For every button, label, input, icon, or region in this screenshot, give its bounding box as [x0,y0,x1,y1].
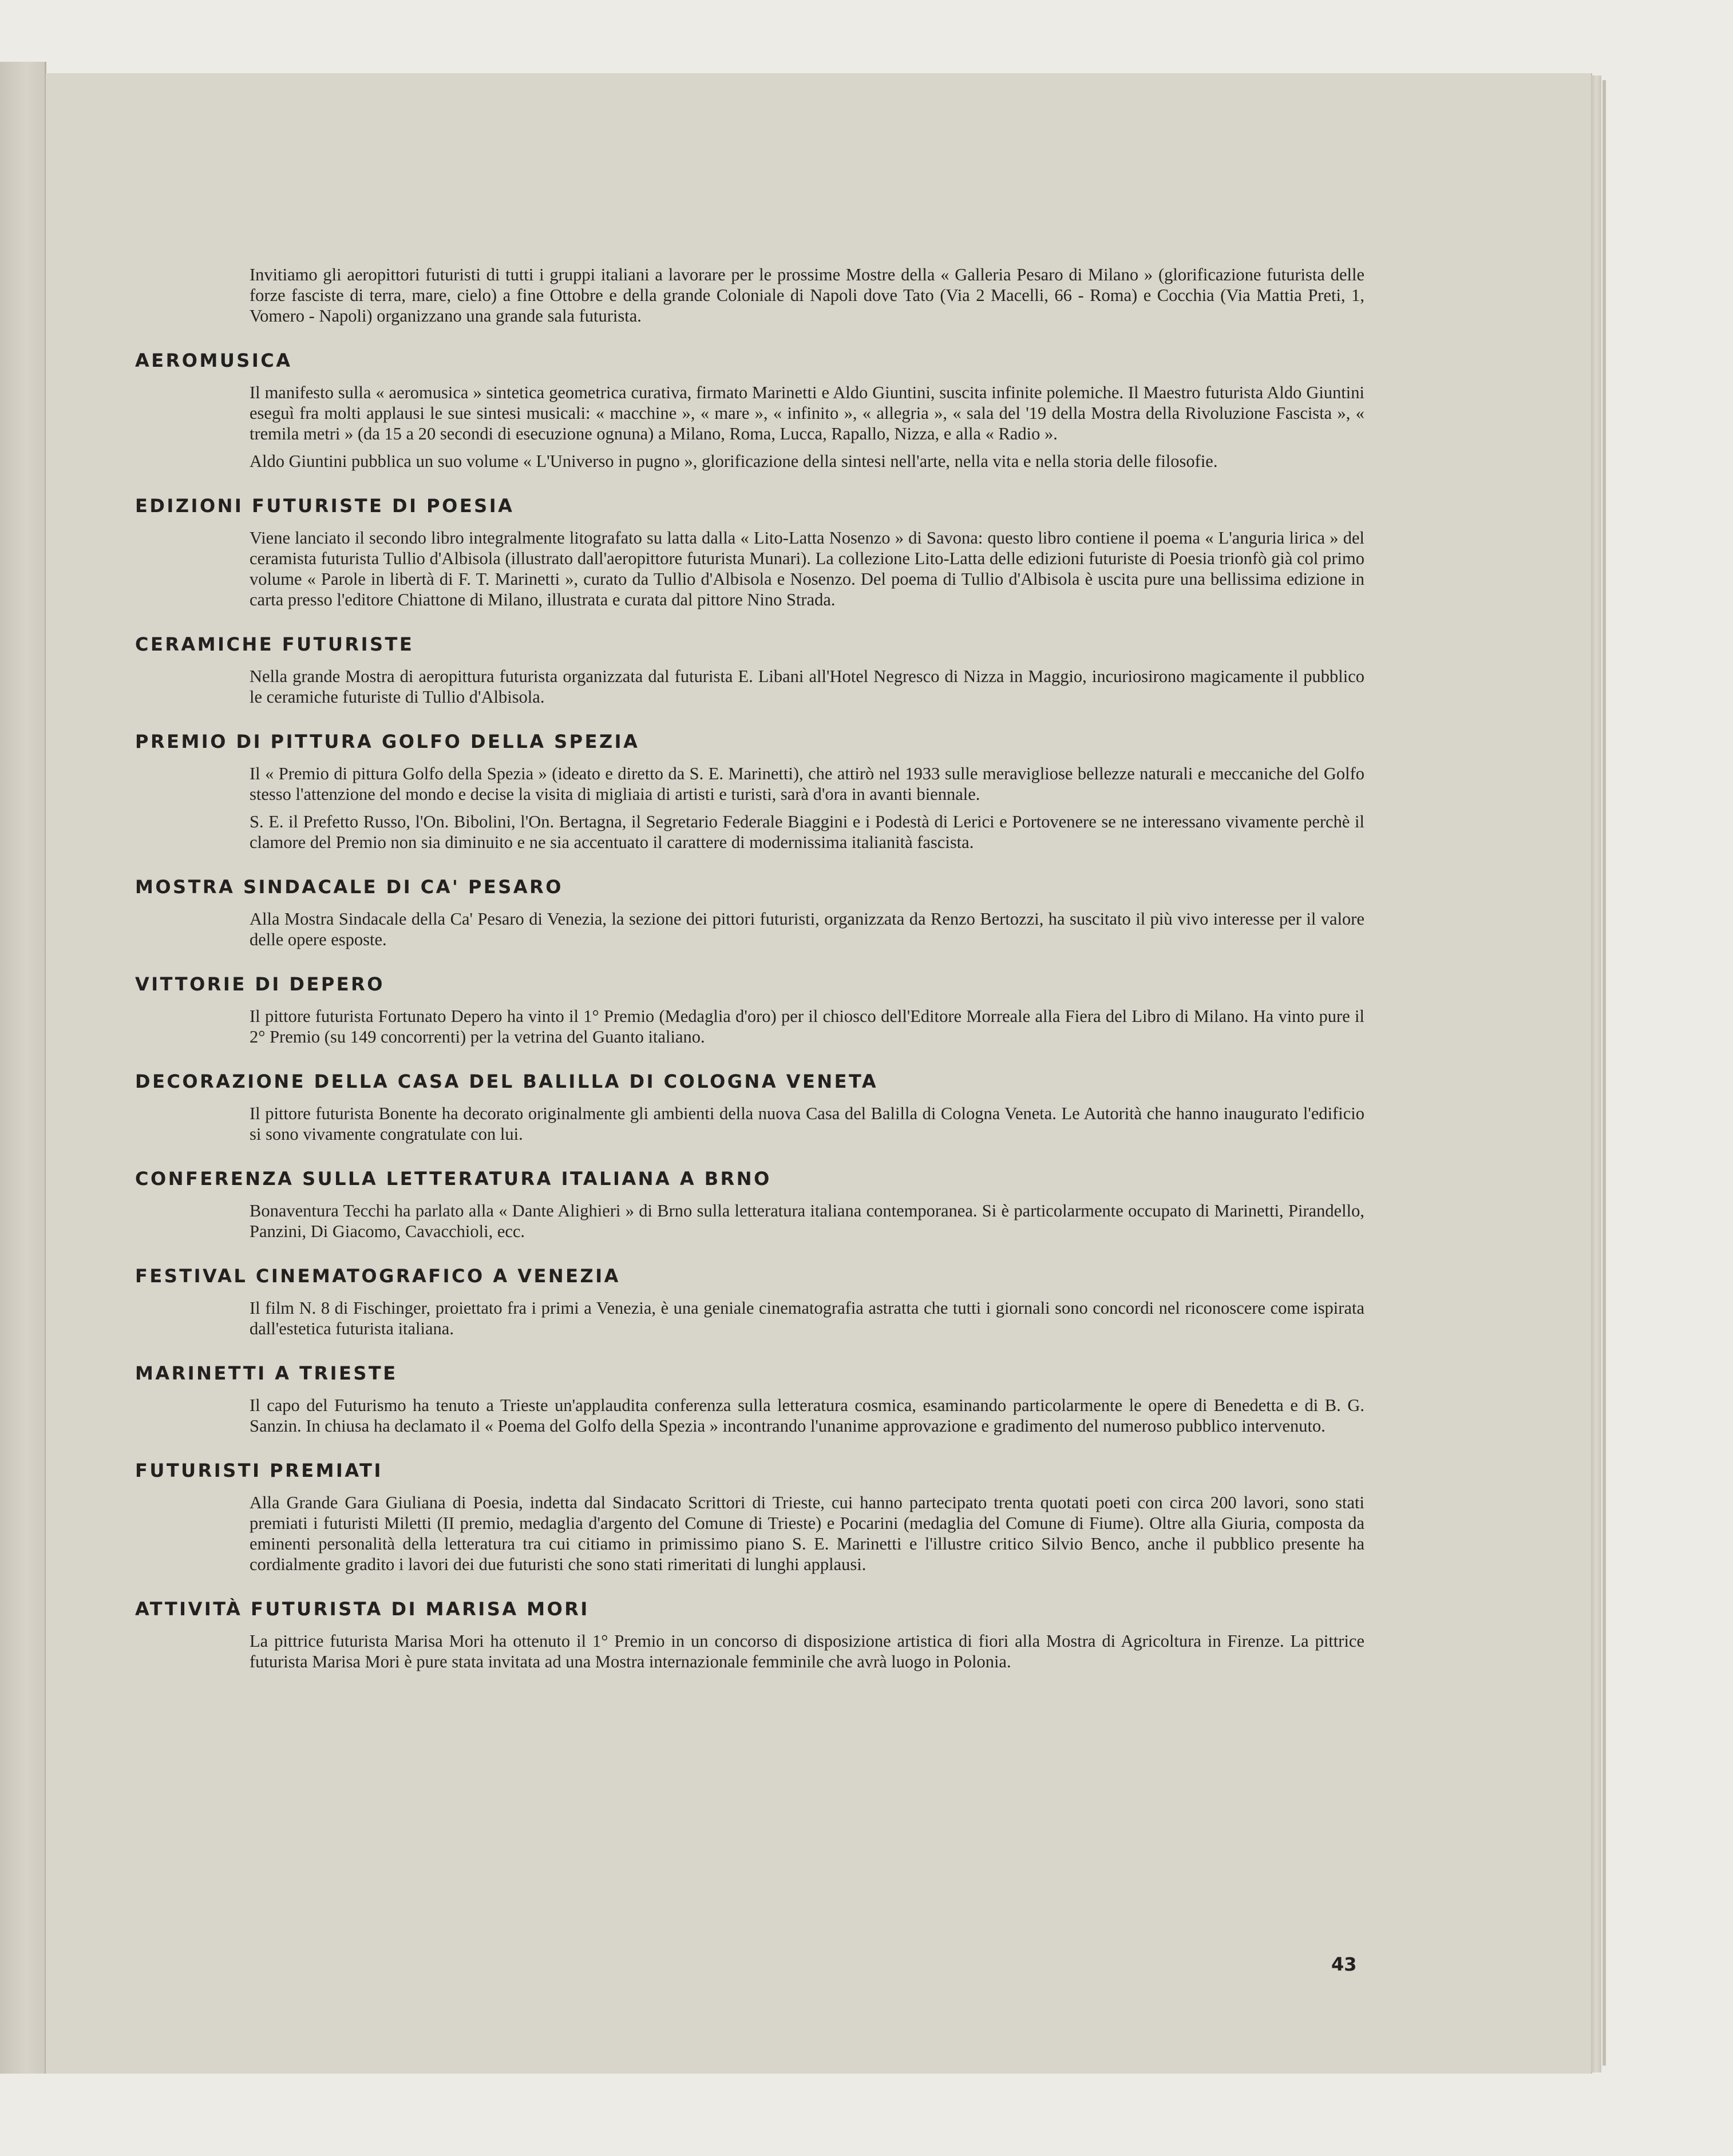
section-paragraph: Il capo del Futurismo ha tenuto a Trieste un'applaudita conferenza sulla letteratura cosmica, esaminando particolarmente le opere di Benedetta e di B. G. Sanzin. In chiusa ha declamato il « Poema del Golfo della Spezia » incontrando l'unanime approvazione e gradimento del numeroso pubblico intervenuto. [250,1396,1364,1436]
section-heading: FESTIVAL CINEMATOGRAFICO A VENEZIA [135,1265,620,1287]
section-heading: DECORAZIONE DELLA CASA DEL BALILLA DI COLOGNA VENETA [135,1071,879,1092]
left-page-edge [0,62,46,2074]
section-mostra-sindacale [135,875,1364,950]
section-conferenza-brno [135,1167,1364,1242]
section-heading: MARINETTI A TRIESTE [135,1362,398,1384]
section-paragraph: Alla Grande Gara Giuliana di Poesia, indetta dal Sindacato Scrittori di Trieste, cui hanno partecipato trenta quotati poeti con circa 200 lavori, sono stati premiati i futuristi Miletti (II premio, medaglia d'argento del Comune di Trieste) e Pocarini (medaglia del Comune di Fiume). Oltre alla Giuria, composta da eminenti personalità della letteratura tra cui citiamo in primissimo piano S. E. Marinetti e l'illustre critico Silvio Benco, anche il pubblico presente ha cordialmente gradito i lavori dei due futuristi che sono stati rimeritati di lunghi applausi. [250,1493,1364,1574]
section-edizioni-futuriste [135,494,1364,610]
section-futuristi-premiati [135,1459,1364,1575]
section-paragraph: Alla Mostra Sindacale della Ca' Pesaro di Venezia, la sezione dei pittori futuristi, organizzata da Renzo Bertozzi, ha suscitato il più vivo interesse per il valore delle opere esposte. [250,909,1364,949]
section-festival-venezia [135,1265,1364,1339]
section-heading: CONFERENZA SULLA LETTERATURA ITALIANA A BRNO [135,1168,771,1190]
section-heading: CERAMICHE FUTURISTE [135,633,414,655]
section-paragraph: Il pittore futurista Fortunato Depero ha vinto il 1° Premio (Medaglia d'oro) per il chiosco dell'Editore Morreale alla Fiera del Libro di Milano. Ha vinto pure il 2° Premio (su 149 concorrenti) per la vetrina del Guanto italiano. [250,1006,1364,1047]
section-heading: PREMIO DI PITTURA GOLFO DELLA SPEZIA [135,731,640,752]
section-paragraph: S. E. il Prefetto Russo, l'On. Bibolini, l'On. Bertagna, il Segretario Federale Biaggini e i Podestà di Lerici e Portovenere se ne interessano vivamente perchè il clamore del Premio non sia diminuito e ne sia accentuato il carattere di modernissima italianità fascista. [250,812,1364,852]
section-paragraph: Il pittore futurista Bonente ha decorato originalmente gli ambienti della nuova Casa del Balilla di Cologna Veneta. Le Autorità che hanno inaugurato l'edificio si sono vivamente congratulate con lui. [250,1104,1364,1144]
section-heading: MOSTRA SINDACALE DI CA' PESARO [135,876,563,898]
section-marisa-mori [135,1598,1364,1672]
section-paragraph: Il « Premio di pittura Golfo della Spezia » (ideato e diretto da S. E. Marinetti), che attirò nel 1933 sulle meravigliose bellezze naturali e meccaniche del Golfo stesso l'attenzione del mondo e decise la visita di migliaia di artisti e turisti, sarà d'ora in avanti biennale. [250,764,1364,804]
section-paragraph: La pittrice futurista Marisa Mori ha ottenuto il 1° Premio in un concorso di disposizione artistica di fiori alla Mostra di Agricoltura in Firenze. La pittrice futurista Marisa Mori è pure stata invitata ad una Mostra internazionale femminile che avrà luogo in Polonia. [250,1631,1364,1671]
section-premio-golfo-spezia [135,730,1364,853]
section-paragraph: Il manifesto sulla « aeromusica » sintetica geometrica curativa, firmato Marinetti e Aldo Giuntini, suscita infinite polemiche. Il Maestro futurista Aldo Giuntini eseguì fra molti applausi le sue sintesi musicali: « macchine », « mare », « infinito », « allegria », « sala del '19 della Mostra della Rivoluzione Fascista », « tremila metri » (da 15 a 20 secondi di esecuzione ognuna) a Milano, Roma, Lucca, Rapallo, Nizza, e alla « Radio ». [250,383,1364,443]
section-heading: ATTIVITÀ FUTURISTA DI MARISA MORI [135,1598,589,1620]
section-vittorie-depero [135,973,1364,1047]
section-paragraph: Aldo Giuntini pubblica un suo volume « L'Universo in pugno », glorificazione della sintesi nell'arte, nella vita e nella storia delle filosofie. [250,451,1218,471]
section-paragraph: Il film N. 8 di Fischinger, proiettato fra i primi a Venezia, è una geniale cinematografia astratta che tutti i giornali sono concordi nel riconoscere come ispirata dall'estetica futurista italiana. [250,1298,1364,1338]
section-heading: EDIZIONI FUTURISTE DI POESIA [135,495,515,517]
article-body [135,264,1364,1679]
right-page-edge-shadow [1603,80,1606,2066]
section-paragraph: Bonaventura Tecchi ha parlato alla « Dante Alighieri » di Brno sulla letteratura italiana contemporanea. Si è particolarmente occupato di Marinetti, Pirandello, Panzini, Di Giacomo, Cavacchioli, ecc. [250,1201,1364,1241]
page-number: 43 [1331,1953,1357,1975]
section-heading: AEROMUSICA [135,350,292,371]
section-heading: VITTORIE DI DEPERO [135,973,385,995]
section-ceramiche-futuriste [135,633,1364,707]
intro-paragraph: Invitiamo gli aeropittori futuristi di tutti i gruppi italiani a lavorare per le prossime Mostre della « Galleria Pesaro di Milano » (glorificazione futurista delle forze fasciste di terra, mare, cielo) a fine Ottobre e della grande Coloniale di Napoli dove Tato (Via 2 Macelli, 66 - Roma) e Cocchia (Via Mattia Preti, 1, Vomero - Napoli) organizzano una grande sala futurista. [250,265,1364,326]
section-paragraph: Viene lanciato il secondo libro integralmente litografato su latta dalla « Lito-Latta Nosenzo » di Savona: questo libro contiene il poema « L'anguria lirica » del ceramista futurista Tullio d'Albisola (illustrato dall'aeropittore futurista Munari). La collezione Lito-Latta delle edizioni futuriste di Poesia trionfò già col primo volume « Parole in libertà di F. T. Marinetti », curato da Tullio d'Albisola e Nosenzo. Del poema di Tullio d'Albisola è uscita pure una bellissima edizione in carta presso l'editore Chiattone di Milano, illustrata e curata dal pittore Nino Strada. [250,528,1364,609]
section-casa-balilla [135,1070,1364,1144]
section-aeromusica [135,349,1364,471]
right-page-edge [1591,76,1601,2072]
section-heading: FUTURISTI PREMIATI [135,1460,383,1481]
section-paragraph: Nella grande Mostra di aeropittura futurista organizzata dal futurista E. Libani all'Hotel Negresco di Nizza in Maggio, incuriosirono magicamente il pubblico le ceramiche futuriste di Tullio d'Albisola. [250,667,1364,707]
section-marinetti-trieste [135,1362,1364,1436]
